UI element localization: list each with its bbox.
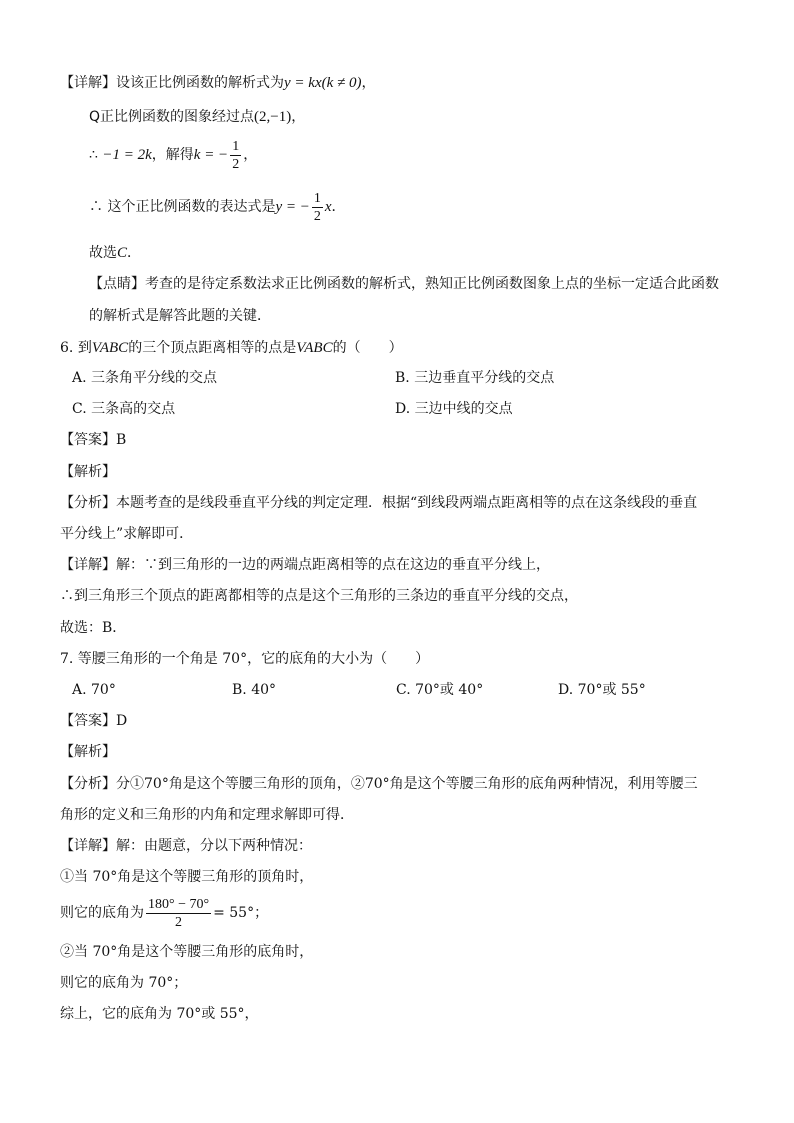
q7-answer: 【答案】D <box>60 713 128 729</box>
y-equals: y = − <box>275 199 310 215</box>
comment-line-1: 【点睛】考查的是待定系数法求正比例函数的解析式，熟知正比例函数图象上点的坐标一定适合此函数 <box>89 276 719 292</box>
therefore-symbol: ∴ <box>89 199 103 215</box>
triangle-abc: VABC <box>296 340 333 356</box>
q7-fenxi-2: 角形的定义和三角形的内角和定理求解即可得． <box>60 807 354 823</box>
fraction-half: $\frac{1}{2}$ <box>313 190 321 224</box>
q6-answer: 【答案】B <box>60 432 127 448</box>
q6-option-c: C. 三条高的交点 <box>72 401 176 417</box>
formula-kx: y = kx(k ≠ 0) <box>284 75 362 91</box>
expression-line: ∴ 这个正比例函数的表达式是y = − $\frac{1}{2}$ x． <box>89 190 346 224</box>
q7-case-1: ①当 70°角是这个等腰三角形的顶角时， <box>60 869 314 885</box>
q7-case-1-calc: 则它的底角为 $\frac{180^\circ - 70^\circ}{2}$ = 55°； <box>60 896 269 930</box>
q7-option-c: C. 70°或 40° <box>396 682 484 698</box>
detail-line-1: 【详解】设该正比例函数的解析式为y = kx(k ≠ 0)， <box>60 75 376 91</box>
q7-summary: 综上，它的底角为 70°或 55°， <box>60 1006 259 1022</box>
q7-detail-1: 【详解】解：由题意，分以下两种情况： <box>60 838 312 854</box>
detail-label: 【详解】 <box>60 75 116 91</box>
fraction-half: $\frac{1}{2}$ <box>232 138 240 172</box>
q6-analysis-heading: 【解析】 <box>60 464 116 480</box>
choose-line: 故选C． <box>89 245 142 261</box>
q7-option-a: A. 70° <box>72 682 116 698</box>
q6-option-b: B. 三边垂直平分线的交点 <box>395 370 555 386</box>
q6-option-d: D. 三边中线的交点 <box>395 401 513 417</box>
comment-label: 【点睛】 <box>89 276 145 292</box>
q7-stem: 7. 等腰三角形的一个角是 70°，它的底角的大小为（ ） <box>60 651 430 667</box>
triangle-abc: VABC <box>91 340 129 356</box>
since-symbol: Q <box>89 109 101 125</box>
q6-stem: 6. 到VABC的三个顶点距离相等的点是VABC的（ ） <box>60 340 403 356</box>
q6-detail-3: 故选：B． <box>60 620 127 636</box>
q6-fenxi-2: 平分线上”求解即可． <box>60 526 194 542</box>
q7-fenxi-1: 【分析】分①70°角是这个等腰三角形的顶角，②70°角是这个等腰三角形的底角两种情况，利用等腰三 <box>60 776 698 792</box>
equation-1: −1 = 2k <box>102 147 152 163</box>
q6-fenxi-1: 【分析】本题考查的是线段垂直平分线的判定定理．根据“到线段两端点距离相等的点在这条线段的垂直 <box>60 495 698 511</box>
q6-detail-1: 【详解】解：∵到三角形的一边的两端点距离相等的点在这边的垂直平分线上， <box>60 557 550 573</box>
q7-case-2: ②当 70°角是这个等腰三角形的底角时， <box>60 944 314 960</box>
q7-option-d: D. 70°或 55° <box>558 682 646 698</box>
since-line: Q正比例函数的图象经过点(2,−1)， <box>89 109 306 125</box>
q6-detail-2: ∴到三角形三个顶点的距离都相等的点是这个三角形的三条边的垂直平分线的交点， <box>60 588 578 604</box>
comment-line-2: 的解析式是解答此题的关键． <box>89 308 271 324</box>
solve-line: ∴ −1 = 2k，解得k = − $\frac{1}{2}$ ， <box>89 138 258 172</box>
k-equals: k = − <box>193 147 229 163</box>
therefore-symbol: ∴ <box>89 147 98 163</box>
q7-analysis-heading: 【解析】 <box>60 744 116 760</box>
q7-option-b: B. 40° <box>232 682 277 698</box>
fraction-angle: $\frac{180^\circ - 70^\circ}{2}$ <box>148 896 210 930</box>
q7-case-2-calc: 则它的底角为 70°； <box>60 975 188 991</box>
q6-option-a: A. 三条角平分线的交点 <box>72 370 218 386</box>
point-coord: (2,−1) <box>254 109 292 125</box>
